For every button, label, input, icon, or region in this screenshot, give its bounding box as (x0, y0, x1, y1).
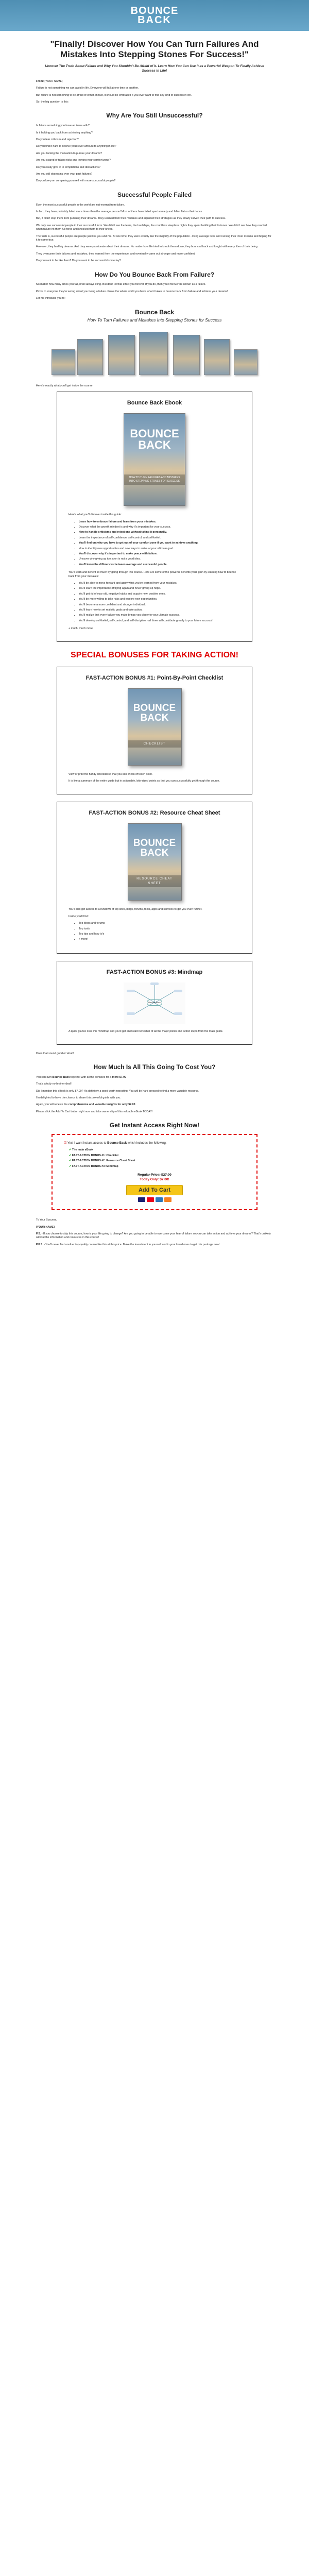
failed-paragraph: But, it didn't stop them from pursuing their dreams. They learned from their mistakes and adjusted their strategies as they slowly carved their path to success. (36, 217, 226, 221)
order-box (52, 1134, 258, 1210)
list-item: • How to handle criticisms and rejections without taking it personally. (79, 531, 241, 534)
bundle-cover (139, 332, 168, 375)
text-fragment: Bounce Back (107, 1141, 127, 1145)
question: Are you still obsessing over your past failures? (36, 172, 93, 176)
logo-line-1: BOUNCE (130, 5, 179, 16)
bundle-cover (173, 335, 200, 375)
list-item: • How to identify new opportunities and new ways to arrive at your ultimate goal. (79, 547, 241, 551)
mindmap-node (174, 1012, 182, 1015)
intro-paragraph: So, the big question is this: (36, 100, 69, 104)
sales-content (36, 39, 273, 1247)
section-title-bounce: How Do You Bounce Back From Failure? (94, 270, 215, 278)
bonus-2-list (79, 922, 241, 942)
question: Do you find it hard to believe you'll ever amount to anything in life? (36, 145, 116, 148)
product-name: Bounce Back (134, 308, 175, 316)
failed-paragraph: However, they had big dreams. And they were passionate about their dreams. No matter how life tried to knock them down, they bounced back and fought with every fiber of their being. (36, 245, 259, 249)
failed-paragraph: The truth is, successful people are people just like you and me. At one time, they were exactly like the majority of the population - living average lives and nursing their inner dreams and hoping for it to come true. (36, 234, 271, 242)
bonus-1-panel (57, 667, 252, 794)
bonus-1-text: It is like a summary of the entire guide but in actionable, bite-sized points so that you can successfully get through the course. (68, 779, 220, 783)
intro-paragraph: Failure is not something we can avoid in life. Everyone will fail at one time or another. (36, 87, 139, 90)
text-fragment: If you choose to skip this course, how is your life going to change? Are you going to be able to overcome your fear of failure so you can take action and achieve your dreams? That's unlikely without the information and resources in this course! (36, 1232, 271, 1240)
list-item: • You'll develop self-belief, self-control, and self-discipline - all three will contribute greatly to your future success! (79, 619, 241, 623)
from-name: [YOUR NAME] (44, 79, 63, 83)
ebook-intro: Here's what you'll discover inside this guide: (68, 513, 122, 517)
list-item: • You'll find out why you have to get out of your comfort zone if you want to achieve anything. (79, 541, 241, 545)
list-item: • You'll learn how to set realistic goals and take action. (79, 608, 241, 612)
question: Do you fear criticism and rejection? (36, 138, 79, 141)
today-price: Today Only: $7.00! (140, 1178, 169, 1182)
checklist-cover (128, 688, 182, 766)
text-fragment: You'll never find another top-quality course like this at this price. Make the investment in yourself and in your loved ones to get this package now! (44, 1243, 220, 1246)
text-fragment: P.P.S. - (36, 1243, 45, 1246)
brand-logo[interactable] (131, 6, 179, 25)
ebook-title: Bounce Back Ebook (127, 399, 182, 406)
cost-paragraph: Please click the Add To Cart button right now and take ownership of this valuable eBook TODAY! (36, 1110, 153, 1113)
bonus-2-panel (57, 802, 252, 954)
headline: "Finally! Discover How You Can Turn Failures And Mistakes Into Stepping Stones For Success!" (50, 39, 259, 60)
bonus-3-title: FAST-ACTION BONUS #3: Mindmap (106, 969, 203, 975)
bundle-box (234, 349, 258, 375)
ebook-cover (124, 413, 185, 506)
list-item: • Top blogs and forums (79, 922, 241, 925)
failed-paragraph: We only see successful people in their successful form. We didn't see the tears, the hardships, the countless sleepless nights they spent building their fortunes. We didn't see how they reacted when failure hit them full force and knocked them to their knees. (36, 224, 267, 231)
question: Do you keep on comparing yourself with more successful people? (36, 179, 116, 183)
bonus-3-text: A quick glance over this mindmap and you'll get an instant refresher of all the major points and action steps from the main guide. (68, 1030, 224, 1033)
section-title-failed: Successful People Failed (117, 191, 192, 198)
bounce-paragraph: Prove to everyone they're wrong about you being a failure. Prove the whole world you have what it takes to bounce back from failure and achieve your dreams! (36, 290, 228, 293)
bundle-cover (204, 339, 230, 375)
bonus-1-title: FAST-ACTION BONUS #1: Point-By-Point Checklist (85, 674, 224, 681)
text-fragment: together with all the bonuses for a (70, 1075, 112, 1079)
list-item: • You'll realize that every failure you make brings you closer to your ultimate success. (79, 614, 241, 617)
question: Is failure something you have an issue with? (36, 124, 90, 128)
list-item: • Discover what the growth mindset is and why it's important for your success. (79, 526, 241, 529)
mastercard-card-icon (147, 1197, 154, 1202)
bonus-1-text: View or print the handy checklist so that you can check off each point. (68, 773, 153, 776)
ebook-bullets (79, 520, 241, 567)
cost-paragraph: Did I mention this eBook is only $7.00? It's definitely a good worth repeating. You will be hard pressed to find a more valuable resource. (36, 1089, 199, 1093)
benefits-intro: You'll learn and benefit so much by going through this course. Here are some of the powerful benefits you'll gain by learning how to bounce back from your mistakes: (68, 571, 236, 578)
check-icon: ☑ (64, 1141, 67, 1145)
list-item: • Learn how to embrace failure and learn from your mistakes. (79, 520, 241, 524)
pps-paragraph (36, 1243, 273, 1247)
visa-card-icon (138, 1197, 145, 1202)
mindmap-image (124, 982, 185, 1024)
cost-paragraph (36, 1076, 273, 1079)
list-item: ✔ FAST-ACTION BONUS #3: Mindmap (69, 1165, 245, 1168)
cost-paragraph: That's a truly no-brainer deal! (36, 1082, 72, 1086)
logo-line-2: BACK (138, 14, 171, 26)
section-title-cost: How Much Is All This Going To Cost You? (93, 1063, 216, 1071)
from-line (36, 80, 273, 83)
question: Are you lacking the motivation to pursue your dreams? (36, 151, 102, 155)
cover-subtitle: RESOURCE CHEAT SHEET (128, 875, 181, 887)
subheadline: Uncover The Truth About Failure and Why You Shouldn't Be Afraid of It. Learn How You Can Use it as a Powerful Weapon To Finally Achieve Success in Life! (45, 64, 264, 73)
text-fragment: mere $7.00 (112, 1075, 127, 1079)
bundle-box (52, 349, 75, 375)
order-checkbox-line[interactable] (64, 1141, 245, 1145)
list-item: ✔ FAST-ACTION BONUS #1: Checklist (69, 1154, 245, 1158)
text-fragment: P.S. - (36, 1232, 43, 1235)
bonuses-heading: SPECIAL BONUSES FOR TAKING ACTION! (71, 650, 238, 659)
cost-paragraph: I'm delighted to have the chance to share this powerful guide with you. (36, 1096, 121, 1099)
list-item: • You'll learn the importance of trying again and never giving up hope. (79, 587, 241, 590)
question-list (36, 124, 273, 183)
text-fragment: Bounce Back (52, 1075, 70, 1079)
bounce-paragraph: No matter how many times you fail, it will always sting. But don't let that affect you forever. If you do, then you'll forever be known as a failure. (36, 283, 206, 286)
mindmap-node (127, 1012, 135, 1015)
failed-paragraph: They overcame their failures and mistakes, they learned from the experience, and eventually came out stronger and more confident. (36, 252, 196, 256)
signoff: To Your Success, (36, 1218, 57, 1222)
amex-card-icon (156, 1197, 163, 1202)
cover-subtitle: CHECKLIST (128, 740, 181, 748)
price-block (64, 1173, 245, 1182)
list-item: • You'll get rid of your old, negative habits and acquire new, positive ones. (79, 592, 241, 596)
more-text: + much, much more! (68, 627, 94, 631)
cheatsheet-cover (128, 823, 182, 901)
cover-subtitle: HOW TO TURN FAILURES AND MISTAKES INTO STEPPING STONES FOR SUCCESS (124, 474, 185, 485)
bundle-cover (77, 339, 103, 375)
list-item: ✔ The main eBook (69, 1148, 245, 1152)
mindmap-center: Bounce Back (147, 999, 162, 1006)
mindmap-node (150, 982, 159, 985)
text-fragment: Again, you will receive the (36, 1103, 68, 1107)
question: Do you easily give in to temptations and distractions? (36, 165, 100, 169)
bundle-cover (108, 335, 135, 375)
text-fragment: which includes the following: (127, 1141, 167, 1145)
cover-word: BOUNCE (130, 427, 179, 440)
list-item: • + more! (79, 938, 241, 941)
bounce-paragraph: Let me introduce you to: (36, 297, 65, 300)
bonus-2-text: Inside you'll find: (68, 914, 89, 918)
ebook-panel (57, 392, 252, 642)
product-bundle-image (36, 329, 273, 375)
intro-paragraph: But failure is not something to be afraid of either. In fact, it should be embraced if you ever want to find any kind of success in life. (36, 93, 192, 97)
from-label: From: (36, 79, 44, 83)
discover-card-icon (164, 1197, 171, 1202)
list-item: • Top tools (79, 927, 241, 931)
question: Is it holding you back from achieving anything? (36, 131, 93, 134)
list-item: • You'll know the differences between average and successful people. (79, 563, 241, 567)
benefits-list (79, 582, 241, 623)
cover-word: BOUNCE (133, 838, 176, 849)
list-item: • You'll be more willing to take risks and explore new opportunities. (79, 598, 241, 601)
mindmap-node (127, 990, 135, 992)
failed-paragraph: Do you want to be like them? Do you want to be successful someday? (36, 259, 121, 263)
ps-paragraph (36, 1232, 273, 1240)
cover-word: BACK (138, 438, 171, 452)
payment-cards (64, 1197, 245, 1202)
list-item: • Learn the importance of self-confidence, self-control, and self-belief. (79, 536, 241, 540)
question: Are you scared of taking risks and leaving your comfort zone? (36, 159, 111, 162)
bonus-2-title: FAST-ACTION BONUS #2: Resource Cheat Sheet (89, 809, 220, 816)
order-items (69, 1148, 245, 1168)
signoff-name: [YOUR NAME] (36, 1225, 55, 1229)
cover-word: BACK (140, 713, 169, 724)
list-item: • You'll become a more confident and stronger individual. (79, 603, 241, 607)
product-tagline: How To Turn Failures and Mistakes Into Stepping Stones for Success (87, 317, 222, 323)
bundle-caption: Here's exactly what you'll get inside the course: (36, 384, 93, 388)
list-item: ✔ FAST-ACTION BONUS #2: Resource Cheat Sheet (69, 1159, 245, 1163)
site-header (0, 0, 309, 31)
regular-price: Regular Price: $27.00 (138, 1173, 171, 1177)
list-item: • You'll be able to move forward and apply what you've learned from your mistakes. (79, 582, 241, 585)
sound-good-text: Does that sound good or what? (36, 1052, 74, 1055)
text-fragment: You can own (36, 1075, 53, 1079)
order-title: Get Instant Access Right Now! (109, 1122, 200, 1129)
bonus-3-panel (57, 961, 252, 1045)
list-item: • You'll discover why it's important to make peace with failure. (79, 552, 241, 556)
text-fragment: Yes! I want instant access to (67, 1141, 108, 1145)
list-item: • Top tips and how to's (79, 933, 241, 936)
section-title-unsuccessful: Why Are You Still Unsuccessful? (106, 112, 203, 120)
cost-paragraph (36, 1103, 273, 1107)
list-item: • Uncover why giving up too soon is not a good idea. (79, 557, 241, 561)
mindmap-node (174, 990, 182, 992)
text-fragment: comprehensive and valuable insights for only $7.00 (68, 1103, 135, 1107)
failed-paragraph: Even the most successful people in the world are not exempt from failure. (36, 203, 125, 207)
add-to-cart-button[interactable]: Add To Cart (126, 1185, 183, 1195)
cover-word: BOUNCE (133, 703, 176, 714)
failed-paragraph: In fact, they have probably failed more times than the average person! Most of them have failed spectacularly and fallen flat on their faces. (36, 210, 203, 213)
cover-word: BACK (140, 848, 169, 859)
bonus-2-text: You'll also get access to a rundown of top sites, blogs, forums, tools, apps and services to get you even further. (68, 908, 202, 911)
